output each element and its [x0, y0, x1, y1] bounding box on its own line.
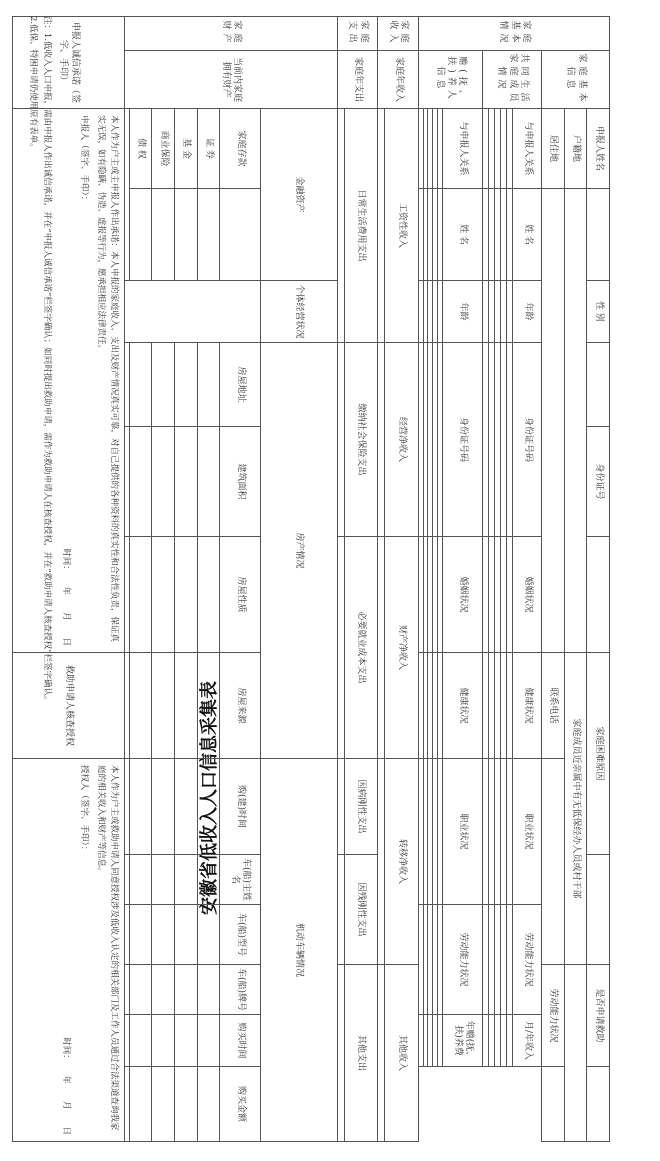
housing-header: 房屋地址	[220, 343, 261, 427]
support-header: 健康状况	[442, 653, 483, 759]
housing-cell[interactable]	[152, 537, 175, 653]
pledge-signer[interactable]: 申报人（签字、手印）：	[79, 115, 90, 205]
support-header: 姓 名	[442, 189, 483, 281]
vehicle-header: 购买时间	[220, 1015, 261, 1067]
member-row[interactable]	[507, 17, 513, 1142]
section-expense: 家庭支出	[337, 17, 378, 51]
housing-cell[interactable]	[197, 537, 220, 653]
vehicle-header: 购买金额	[220, 1067, 261, 1142]
vehicle-cell[interactable]	[152, 1067, 175, 1142]
field-relatives-staff[interactable]	[564, 965, 587, 1142]
housing-cell[interactable]	[174, 343, 197, 427]
housing-cell[interactable]	[129, 343, 152, 427]
field-business[interactable]	[124, 281, 260, 343]
label-residence: 居住地	[541, 109, 564, 189]
income-item: 财产净收入	[385, 537, 419, 759]
vehicle-cell[interactable]	[124, 965, 129, 1015]
field-insurance[interactable]	[152, 189, 175, 281]
expense-value[interactable]	[337, 537, 344, 759]
label-applicant-name: 申报人姓名	[587, 109, 610, 189]
member-row[interactable]	[483, 17, 489, 1142]
housing-cell[interactable]	[124, 653, 129, 759]
label-deposit: 家庭存款	[220, 109, 261, 189]
support-row[interactable]	[437, 17, 442, 1142]
housing-header: 建筑面积	[220, 427, 261, 537]
member-header: 与申报人关系	[513, 109, 542, 189]
label-bonds: 债 权	[129, 109, 152, 189]
field-bonds[interactable]	[129, 189, 152, 281]
support-row[interactable]	[418, 17, 423, 1142]
vehicle-cell[interactable]	[129, 965, 152, 1015]
vehicle-header: 车(船)牌号	[220, 965, 261, 1015]
label-insurance: 商业保险	[152, 109, 175, 189]
vehicle-cell[interactable]	[129, 855, 152, 905]
footnotes	[14, 16, 54, 1141]
section-auth: 救助申请人核查授权	[13, 653, 125, 759]
form-table	[12, 16, 610, 1141]
section-pledge: 申报人诚信承诺（签字、手印）	[13, 17, 125, 109]
housing-cell[interactable]	[152, 759, 175, 855]
expense-value[interactable]	[337, 965, 344, 1142]
income-value[interactable]	[378, 759, 385, 965]
support-header: 年赡(抚、扶)养费	[442, 1015, 483, 1067]
expense-value[interactable]	[337, 759, 344, 855]
housing-cell[interactable]	[197, 427, 220, 537]
vehicle-cell[interactable]	[124, 855, 129, 905]
vehicle-cell[interactable]	[129, 1015, 152, 1067]
housing-cell[interactable]	[174, 653, 197, 759]
housing-cell[interactable]	[197, 653, 220, 759]
label-annual-expense: 家庭年支出	[337, 51, 378, 109]
field-hardship-reason[interactable]	[587, 855, 610, 965]
support-header: 婚姻状况	[442, 537, 483, 653]
field-deposit[interactable]	[220, 189, 261, 281]
housing-cell[interactable]	[152, 427, 175, 537]
vehicle-cell[interactable]	[152, 965, 175, 1015]
member-header: 婚姻状况	[513, 537, 542, 653]
member-header: 健康状况	[513, 653, 542, 759]
support-row[interactable]	[428, 17, 433, 1142]
support-header: 职业状况	[442, 759, 483, 905]
label-gender: 性 别	[587, 281, 610, 343]
income-value[interactable]	[378, 109, 385, 343]
vehicle-header: 车(船)主姓名	[220, 855, 261, 905]
income-value[interactable]	[378, 537, 385, 759]
vehicle-cell[interactable]	[197, 1067, 220, 1142]
vehicle-cell[interactable]	[174, 1015, 197, 1067]
vehicle-cell[interactable]	[174, 1067, 197, 1142]
housing-cell[interactable]	[129, 427, 152, 537]
expense-value[interactable]	[337, 109, 344, 343]
expense-value[interactable]	[337, 855, 344, 965]
field-phone[interactable]	[541, 759, 564, 965]
support-header: 与申报人关系	[442, 109, 483, 189]
vehicle-cell[interactable]	[124, 1015, 129, 1067]
vehicle-cell[interactable]	[197, 965, 220, 1015]
field-fund[interactable]	[174, 189, 197, 281]
vehicle-cell[interactable]	[174, 905, 197, 965]
member-header: 劳动能力状况	[513, 905, 542, 1015]
vehicle-header: 车(船)型号	[220, 905, 261, 965]
support-header: 身份证号码	[442, 343, 483, 537]
housing-cell[interactable]	[124, 427, 129, 537]
housing-cell[interactable]	[152, 653, 175, 759]
vehicle-cell[interactable]	[197, 905, 220, 965]
expense-item: 因残刚性支出	[344, 855, 378, 965]
field-apply-aid[interactable]	[587, 1067, 610, 1142]
expense-item: 因病刚性支出	[344, 759, 378, 855]
section-basic: 家庭基本情况	[418, 17, 609, 51]
section-property: 家庭财产	[124, 17, 337, 51]
auth-text: 本人作为户主或救助申请人同意授权涉及低收入认定的相关部门及工作人员通过合法渠道查询我家庭的相关收入和财产等信息。	[96, 765, 119, 1131]
label-phone: 联系电话	[541, 653, 564, 759]
housing-header: 房屋来源	[220, 653, 261, 759]
housing-cell[interactable]	[197, 759, 220, 855]
vehicle-cell[interactable]	[197, 855, 220, 905]
vehicle-cell[interactable]	[124, 1067, 129, 1142]
housing-cell[interactable]	[129, 653, 152, 759]
vehicle-cell[interactable]	[129, 905, 152, 965]
housing-cell[interactable]	[124, 343, 129, 427]
label-financial-assets: 金融资产	[261, 109, 338, 281]
label-annual-income: 家庭年收入	[378, 51, 419, 109]
field-labor-ability[interactable]	[541, 1067, 564, 1142]
field-id-card[interactable]	[587, 537, 610, 653]
label-business: 个体经营状况	[261, 281, 338, 343]
housing-cell[interactable]	[129, 759, 152, 855]
income-value[interactable]	[378, 965, 385, 1142]
field-residence[interactable]	[541, 189, 564, 653]
vehicle-cell[interactable]	[152, 905, 175, 965]
member-row[interactable]	[495, 17, 501, 1142]
member-header: 姓 名	[513, 189, 542, 281]
vehicle-cell[interactable]	[152, 1015, 175, 1067]
expense-item: 必要就业成本支出	[344, 537, 378, 759]
field-applicant-name[interactable]	[587, 189, 610, 281]
auth-date[interactable]: 时间： 年 月 日	[60, 1037, 71, 1136]
vehicle-cell[interactable]	[152, 855, 175, 905]
label-labor-ability: 劳动能力状况	[541, 965, 564, 1067]
field-gender[interactable]	[587, 343, 610, 427]
label-hardship-reason: 家庭困难原因	[587, 653, 610, 855]
income-item: 其他收入	[385, 965, 419, 1142]
income-item: 经营净收入	[385, 343, 419, 537]
label-id-card: 身份证号	[587, 427, 610, 537]
vehicle-cell[interactable]	[124, 905, 129, 965]
housing-cell[interactable]	[124, 759, 129, 855]
member-header: 身份证号码	[513, 343, 542, 537]
field-financial-extra[interactable]	[124, 109, 129, 281]
member-header: 年龄	[513, 281, 542, 343]
member-header: 职业状况	[513, 759, 542, 905]
label-property-owned: 当前内家庭拥有财产	[124, 51, 337, 109]
field-household-reg[interactable]	[564, 189, 587, 653]
section-family-info: 家庭基本信息	[541, 51, 609, 109]
section-support: 赡(抚、扶)养人信息	[418, 51, 483, 109]
member-row[interactable]	[501, 17, 507, 1142]
member-row[interactable]	[489, 17, 495, 1142]
field-securities[interactable]	[197, 189, 220, 281]
expense-item: 缴纳社会保险支出	[344, 343, 378, 537]
section-income: 家庭收入	[378, 17, 419, 51]
label-securities: 证 券	[197, 109, 220, 189]
vehicle-cell[interactable]	[197, 1015, 220, 1067]
section-members: 共同生活家庭成员情况	[483, 51, 542, 109]
housing-header: 房屋性质	[220, 537, 261, 653]
housing-cell[interactable]	[129, 537, 152, 653]
vehicle-cell[interactable]	[129, 1067, 152, 1142]
support-row[interactable]	[423, 17, 428, 1142]
label-vehicle: 机动车辆情况	[261, 759, 338, 1142]
vehicle-cell[interactable]	[174, 965, 197, 1015]
pledge-text: 本人作为户主或主申报人作出承诺：本人申报的家庭收入、支出及财产情况真实可靠，对自己提供的各种资料的真实性和合法性负责，保证真实无误，如有隐瞒、伪造、虚报等行为，愿承担相应法律责任。	[96, 115, 119, 643]
label-household-reg: 户籍地	[564, 109, 587, 189]
income-item: 工资性收入	[385, 109, 419, 343]
income-value[interactable]	[378, 343, 385, 537]
housing-header: 购(建)时间	[220, 759, 261, 855]
label-apply-aid: 是否申请救助	[587, 965, 610, 1067]
housing-cell[interactable]	[197, 343, 220, 427]
support-row[interactable]	[433, 17, 438, 1142]
income-item: 转移净收入	[385, 759, 419, 965]
page-title: 安徽省低收入人口信息采集表	[199, 681, 220, 915]
footnote-1: 注：1.低收入人口申报，需由申报人作出诚信承诺，并在“申报人诚信承诺”栏签字确认；如同时提出救助申请，需作为救助申请人在核查授权，并在“救助申请人核查授权”栏签字确认。	[42, 16, 52, 705]
footnote-2: 2.低保、特困申请仍使用原有表单。	[28, 16, 38, 152]
expense-item: 日常生活费用支出	[344, 109, 378, 343]
vehicle-cell[interactable]	[174, 855, 197, 905]
housing-cell[interactable]	[124, 537, 129, 653]
label-relatives-staff: 家庭成员近亲属中有无低保经办人员或村干部	[564, 653, 587, 965]
label-fund: 基 金	[174, 109, 197, 189]
housing-cell[interactable]	[174, 427, 197, 537]
housing-cell[interactable]	[174, 537, 197, 653]
expense-item: 其他支出	[344, 965, 378, 1142]
expense-value[interactable]	[337, 343, 344, 537]
support-header: 年龄	[442, 281, 483, 343]
auth-signer[interactable]: 授权人（签字、手印）：	[79, 765, 90, 855]
support-header: 劳动能力状况	[442, 905, 483, 1015]
housing-cell[interactable]	[152, 343, 175, 427]
member-header: 月/年收入	[513, 1015, 542, 1067]
housing-cell[interactable]	[174, 759, 197, 855]
pledge-date[interactable]: 时间： 年 月 日	[60, 548, 71, 646]
label-housing: 房产情况	[261, 343, 338, 759]
